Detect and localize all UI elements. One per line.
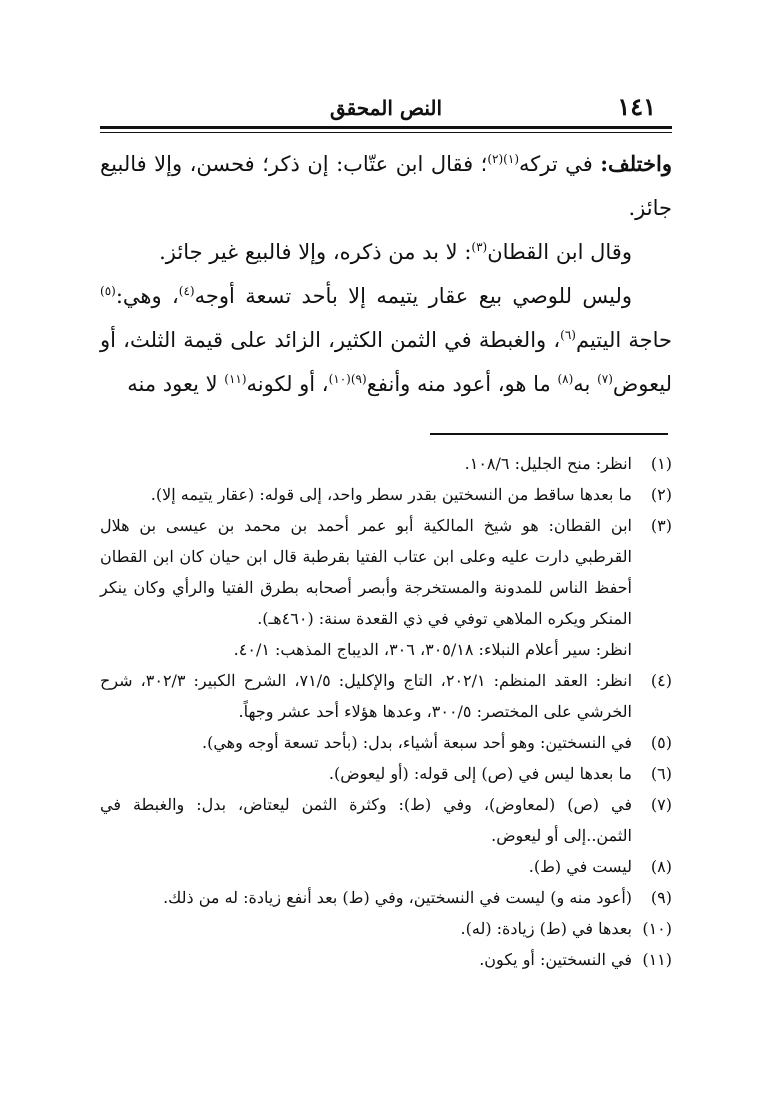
footnote-number: (٦) (650, 764, 672, 783)
footnote-text: (أعود منه و) ليست في النسختين، وفي (ط) بعد أنفع زيادة: له من ذلك. (163, 888, 632, 907)
footnote-7 (100, 789, 672, 851)
lead-word: واختلف: (600, 151, 672, 176)
footnote-text: ما بعدها ليس في (ص) إلى قوله: (أو ليعوض). (328, 764, 632, 783)
footnote-number: (٩) (650, 888, 672, 907)
footnote-number: (١١) (642, 950, 672, 969)
text-run: في تركه (519, 152, 601, 176)
paragraph-1 (100, 142, 672, 230)
text-run: به (573, 372, 598, 396)
footnote-1 (100, 448, 672, 479)
footnote-4 (100, 665, 672, 727)
text-run: وليس للوصي بيع عقار يتيمه إلا بأحد تسعة أوجه (194, 284, 632, 308)
footnote-ref[interactable]: (٨) (557, 372, 574, 386)
text-run: : لا بد من ذكره، وإلا فالبيع غير جائز. (159, 240, 472, 264)
footnote-number: (١٠) (642, 919, 672, 938)
text-run: ، وهي: (115, 284, 179, 308)
footnote-ref[interactable]: (٥) (100, 284, 116, 298)
footnote-number: (٣) (650, 516, 672, 535)
paragraph-3 (100, 274, 672, 406)
footnote-text: ابن القطان: هو شيخ المالكية أبو عمر أحمد بن محمد بن عيسى بن هلال القرطبي دارت عليه وعلى ابن عتاب الفتيا بقرطبة قال ابن حيان كان ابن القطان أحفظ الناس للمدونة والمستخرجة وأبصر أصحابه بطرق الفتيا والرأي وكان ينكر المنكر ويكره الملاهي توفي في ذي القعدة سنة: (٤٦٠هـ). (100, 516, 633, 628)
footnote-number: (٢) (650, 485, 672, 504)
footnote-text: بعدها في (ط) زيادة: (له). (460, 919, 632, 938)
footnote-ref[interactable]: (٤) (178, 284, 195, 298)
text-run: ؛ فقال ابن عتّاب: إن ذكر؛ فحسن، وإلا فالبيع جائز. (100, 152, 672, 220)
text-run: ، أو لكونه (246, 372, 329, 396)
footnote-text: انظر: العقد المنظم: ٢٠٢/١، التاج والإكليل: ٧١/٥، الشرح الكبير: ٣٠٢/٣، شرح الخرشي على المختصر: ٣٠٠/٥، وعدها هؤلاء أحد عشر وجهاً. (100, 671, 633, 721)
footnote-text: انظر: منح الجليل: ١٠٨/٦. (464, 454, 632, 473)
footnote-separator (430, 433, 668, 435)
footnote-text: ليست في (ط). (528, 857, 632, 876)
footnote-text: في (ص) (لمعاوض)، وفي (ط): وكثرة الثمن ليعتاض، بدل: والغبطة في الثمن..إلى أو ليعوض. (100, 795, 632, 845)
footnote-ref[interactable]: (١١) (224, 372, 247, 386)
footnote-number: (٤) (650, 671, 672, 690)
footnote-text: في النسختين: أو يكون. (479, 950, 632, 969)
header-rule-thin (100, 132, 672, 133)
footnote-text: ما بعدها ساقط من النسختين بقدر سطر واحد، إلى قوله: (عقار يتيمه إلا). (150, 485, 632, 504)
page-number: ١٤١ (617, 92, 656, 121)
text-run: وقال ابن القطان (487, 240, 632, 264)
footnote-11 (100, 944, 672, 975)
text-run: ما هو، أعود منه وأنفع (366, 372, 558, 396)
footnote-5 (100, 727, 672, 758)
footnotes-section (100, 448, 672, 975)
footnote-8 (100, 851, 672, 882)
paragraph-2 (100, 230, 672, 274)
footnote-ref[interactable]: (٩)(١٠) (328, 372, 367, 386)
footnote-number: (٥) (650, 733, 672, 752)
header-rule-thick (100, 126, 672, 129)
text-run: حاجة اليتيم (575, 328, 673, 352)
footnote-text: انظر: سير أعلام النبلاء: ٣٠٥/١٨، ٣٠٦، الديباج المذهب: ٤٠/١. (233, 640, 632, 659)
footnote-number: (٧) (650, 795, 672, 814)
footnote-3 (100, 510, 672, 665)
footnote-ref[interactable]: (١)(٢) (487, 152, 519, 166)
running-title: النص المحقق (329, 96, 443, 120)
page-header (100, 90, 672, 126)
text-run: ، والغبطة في الثمن الكثير، الزائد على قيمة الثلث، أو ليعوض (100, 328, 672, 396)
footnote-text: في النسختين: وهو أحد سبعة أشياء، بدل: (بأحد تسعة أوجه وهي). (202, 733, 632, 752)
footnote-6 (100, 758, 672, 789)
main-text (100, 142, 672, 406)
footnote-10 (100, 913, 672, 944)
footnote-number: (١) (650, 454, 672, 473)
footnote-ref[interactable]: (٧) (597, 372, 613, 386)
footnote-9 (100, 882, 672, 913)
footnote-number: (٨) (650, 857, 672, 876)
footnote-ref[interactable]: (٣) (471, 240, 488, 254)
text-run: لا يعود منه (127, 372, 225, 396)
footnote-ref[interactable]: (٦) (560, 328, 576, 342)
footnote-2 (100, 479, 672, 510)
